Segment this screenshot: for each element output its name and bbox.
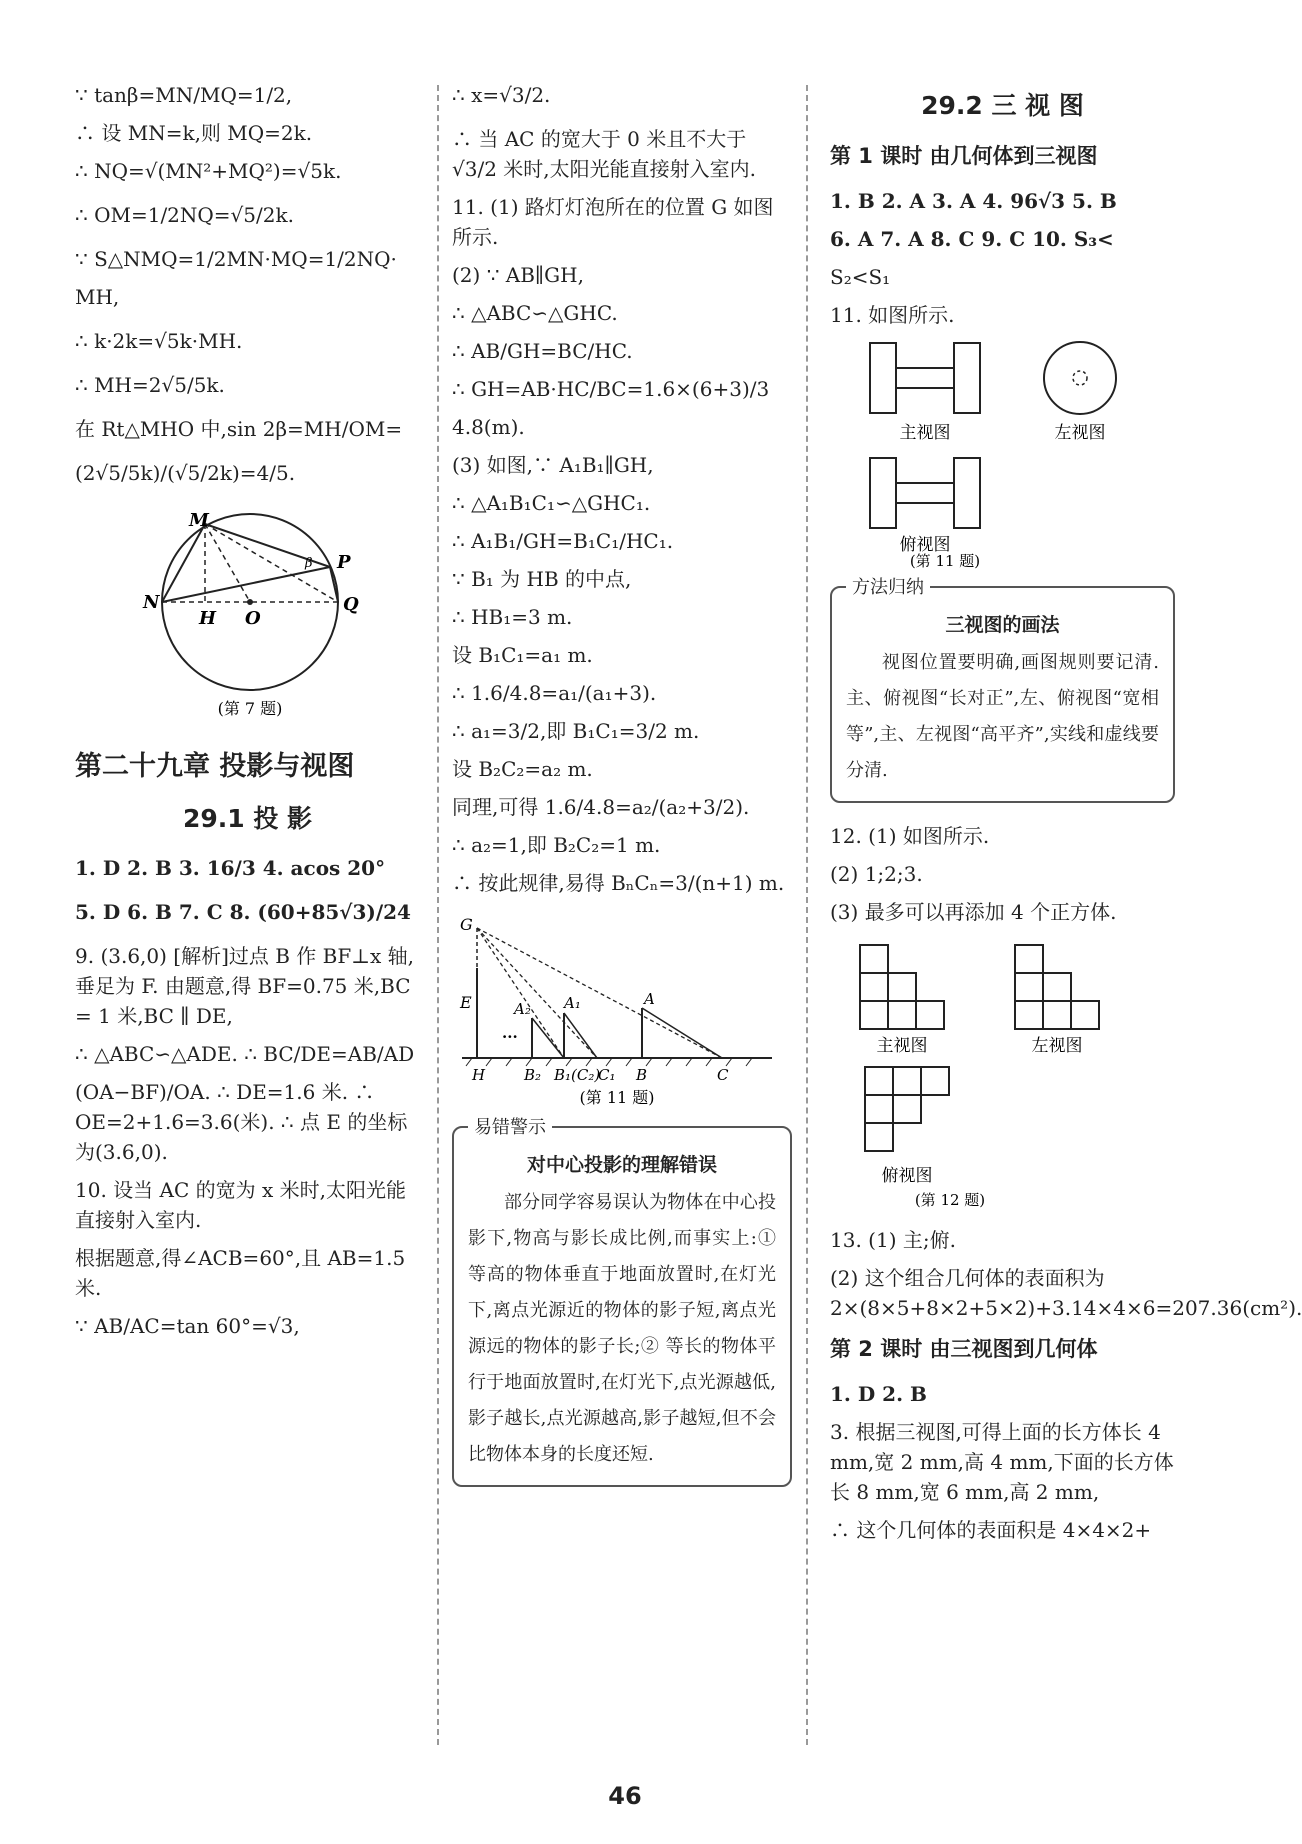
front-view-shape: [870, 343, 980, 413]
label-top-view: 俯视图: [899, 535, 951, 555]
label-p: P: [337, 552, 351, 573]
label-b: B: [636, 1066, 648, 1084]
figure-12-three-views: [830, 935, 1170, 1225]
answer-10b: 根据题意,得∠ACB=60°,且 AB=1.5 米.: [75, 1246, 406, 1300]
label-beta: β: [305, 556, 313, 571]
figure-7: [75, 512, 405, 722]
ground-hatch: [466, 1058, 752, 1066]
label-o: O: [245, 608, 261, 629]
c1-line: ∵ S△NMQ=1/2MN·MQ=1/2NQ·: [75, 247, 397, 271]
label-a1: A₁: [564, 994, 581, 1012]
column-2: [452, 80, 792, 1505]
section-29-2: 29.2 三 视 图: [921, 91, 1084, 120]
label-front-view: 主视图: [899, 423, 951, 443]
label-h: H: [199, 608, 217, 629]
label-top-view: 俯视图: [881, 1166, 933, 1186]
chapter-title: 第二十九章 投影与视图: [75, 751, 355, 782]
label-c1: C₁: [598, 1066, 616, 1084]
figure-11-projection: [452, 908, 782, 1108]
top-view-grid: [865, 1067, 949, 1151]
column-divider-2: [806, 85, 808, 1745]
section-29-1: 29.1 投 影: [182, 804, 313, 833]
label-front-view: 主视图: [876, 1036, 928, 1056]
line-np: [162, 567, 330, 602]
label-dots: ...: [502, 1024, 518, 1042]
page-number: 46: [608, 1782, 642, 1810]
figure-11-three-views: [830, 338, 1170, 568]
c1-line: ∴ MH=2√5/5k.: [75, 373, 225, 397]
c2-line: (2) ∵ AB∥GH,: [452, 263, 584, 287]
answer-12b: (2) 1;2;3.: [830, 862, 923, 886]
answer-9c: (OA−BF)/OA. ∴ DE=1.6 米. ∴ OE=2+1.6=3.6(米). ∴ 点 E 的坐标为(3.6,0).: [75, 1080, 408, 1164]
label-e: E: [460, 993, 472, 1012]
c2-line: ∴ a₂=1,即 B₂C₂=1 m.: [452, 833, 661, 857]
answer-13: 13. (1) 主;俯.: [830, 1228, 956, 1252]
lesson2-answers-1-2: 1. D 2. B: [830, 1382, 927, 1406]
c2-line: ∴ GH=AB·HC/BC=1.6×(6+3)/3: [452, 377, 770, 401]
ray-c2: [477, 928, 564, 1058]
label-n: N: [143, 592, 160, 613]
label-b1-c2: B₁(C₂): [554, 1066, 601, 1084]
c1-line: ∵ tanβ=MN/MQ=1/2,: [75, 83, 293, 107]
column-1: [75, 80, 420, 1349]
label-left-view: 左视图: [1054, 423, 1106, 443]
line-mn: [162, 524, 205, 602]
c2-line: 同理,可得 1.6/4.8=a₂/(a₂+3/2).: [452, 795, 750, 819]
c2-line: ∴ △A₁B₁C₁∽△GHC₁.: [452, 491, 651, 515]
answer-10b: S₂<S₁: [830, 265, 891, 289]
box-label: 方法归纳: [846, 573, 930, 599]
c1-line: MH,: [75, 285, 120, 309]
shadow-a: [642, 1008, 722, 1058]
answer-9b: ∴ △ABC∽△ADE. ∴ BC/DE=AB/AD: [75, 1042, 415, 1066]
c2-line: 4.8(m).: [452, 415, 525, 439]
box-title: 三视图的画法: [945, 614, 1060, 636]
answer-10c: ∵ AB/AC=tan 60°=√3,: [75, 1314, 300, 1338]
c2-line: ∴ x=√3/2.: [452, 83, 551, 107]
answer-10: 10. 设当 AC 的宽为 x 米时,太阳光能直接射入室内.: [75, 1178, 406, 1232]
box-text: 视图位置要明确,画图规则要记清. 主、俯视图“长对正”,左、俯视图“宽相等”,主、左视图“高平齐”,实线和虚线要分清.: [846, 652, 1159, 781]
lesson-1-title: 第 1 课时 由几何体到三视图: [830, 144, 1098, 168]
caption-fig11-views: (第 11 题): [909, 552, 981, 570]
shadow-a1: [564, 1013, 597, 1058]
label-m: M: [189, 510, 209, 531]
c2-line: ∴ A₁B₁/GH=B₁C₁/HC₁.: [452, 529, 674, 553]
c1-line: 在 Rt△MHO 中,sin 2β=MH/OM=: [75, 417, 403, 441]
front-view-grid: [860, 945, 944, 1029]
lesson-2-title: 第 2 课时 由三视图到几何体: [830, 1337, 1098, 1361]
c2-line: 设 B₂C₂=a₂ m.: [452, 757, 593, 781]
top-view-shape: [870, 458, 980, 528]
box-label: 易错警示: [468, 1113, 552, 1139]
label-q: Q: [343, 594, 359, 615]
c2-line: ∴ 按此规律,易得 BₙCₙ=3/(n+1) m.: [452, 871, 785, 895]
column-divider-1: [437, 85, 439, 1745]
answers-1-4: 1. D 2. B 3. 16/3 4. acos 20°: [75, 856, 386, 880]
answer-12: 12. (1) 如图所示.: [830, 824, 990, 848]
answer-9: 9. (3.6,0) [解析]过点 B 作 BF⊥x 轴,垂足为 F. 由题意,得 BF=0.75 米,BC = 1 米,BC ∥ DE,: [75, 944, 415, 1028]
c2-line: 11. (1) 路灯灯泡所在的位置 G 如图所示.: [452, 195, 774, 249]
c2-line: 设 B₁C₁=a₁ m.: [452, 643, 593, 667]
c1-line: ∴ 设 MN=k,则 MQ=2k.: [75, 121, 313, 145]
c1-line: ∴ OM=1/2NQ=√5/2k.: [75, 203, 294, 227]
label-b2: B₂: [524, 1066, 542, 1084]
c2-line: ∴ a₁=3/2,即 B₁C₁=3/2 m.: [452, 719, 700, 743]
answer-13b: (2) 这个组合几何体的表面积为 2×(8×5+8×2+5×2)+3.14×4×6=207.36(cm²).: [830, 1266, 1302, 1320]
line-mo: [205, 524, 250, 602]
label-left-view: 左视图: [1031, 1036, 1083, 1056]
c1-line: ∴ NQ=√(MN²+MQ²)=√5k.: [75, 159, 342, 183]
label-a: A: [644, 990, 655, 1008]
label-g: G: [460, 915, 473, 934]
answers-6-10: 6. A 7. A 8. C 9. C 10. S₃<: [830, 227, 1114, 251]
box-text: 部分同学容易误认为物体在中心投影下,物高与影长成比例,而事实上:① 等高的物体垂直于地面放置时,在灯光下,离点光源近的物体的影子短,离点光源远的物体的影子长;② 等长的物体平行于地面放置时,在灯光下,点光源越低,影子越长,点光源越高,影子越短,但不会比物体本身的长度还短.: [468, 1192, 776, 1465]
label-c: C: [717, 1066, 729, 1084]
box-title: 对中心投影的理解错误: [526, 1154, 717, 1176]
answer-11: 11. 如图所示.: [830, 303, 955, 327]
ray-c1: [477, 928, 597, 1058]
c2-line: ∴ HB₁=3 m.: [452, 605, 573, 629]
caption-fig12: (第 12 题): [914, 1191, 986, 1209]
c2-line: ∴ AB/GH=BC/HC.: [452, 339, 633, 363]
caption-fig7: (第 7 题): [217, 699, 283, 718]
caption-fig11: (第 11 题): [579, 1088, 655, 1107]
shadow-a2: [532, 1018, 564, 1058]
c2-line: (3) 如图,∵ A₁B₁∥GH,: [452, 453, 654, 477]
c1-line: ∴ k·2k=√5k·MH.: [75, 329, 243, 353]
answers-1-5: 1. B 2. A 3. A 4. 96√3 5. B: [830, 189, 1117, 213]
label-h: H: [472, 1066, 486, 1084]
method-summary-box: [830, 577, 1175, 803]
c2-line: ∴ △ABC∽△GHC.: [452, 301, 618, 325]
error-warning-box: [452, 1117, 792, 1487]
left-view-shape: [1044, 342, 1116, 414]
c2-line: ∴ 1.6/4.8=a₁/(a₁+3).: [452, 681, 657, 705]
c2-line: ∴ 当 AC 的宽大于 0 米且不大于 √3/2 米时,太阳光能直接射入室内.: [452, 127, 757, 181]
lesson2-answer-3b: ∴ 这个几何体的表面积是 4×4×2+: [830, 1518, 1152, 1542]
lesson2-answer-3: 3. 根据三视图,可得上面的长方体长 4 mm,宽 2 mm,高 4 mm,下面的长方体长 8 mm,宽 6 mm,高 2 mm,: [830, 1420, 1174, 1504]
label-a2: A₂: [514, 1000, 531, 1018]
left-view-grid: [1015, 945, 1099, 1029]
column-3: [830, 80, 1302, 1553]
answers-5-8: 5. D 6. B 7. C 8. (60+85√3)/24: [75, 900, 411, 924]
center-dot: [247, 599, 253, 605]
answer-12c: (3) 最多可以再添加 4 个正方体.: [830, 900, 1117, 924]
c2-line: ∵ B₁ 为 HB 的中点,: [452, 567, 632, 591]
c1-line: (2√5/5k)/(√5/2k)=4/5.: [75, 461, 296, 485]
